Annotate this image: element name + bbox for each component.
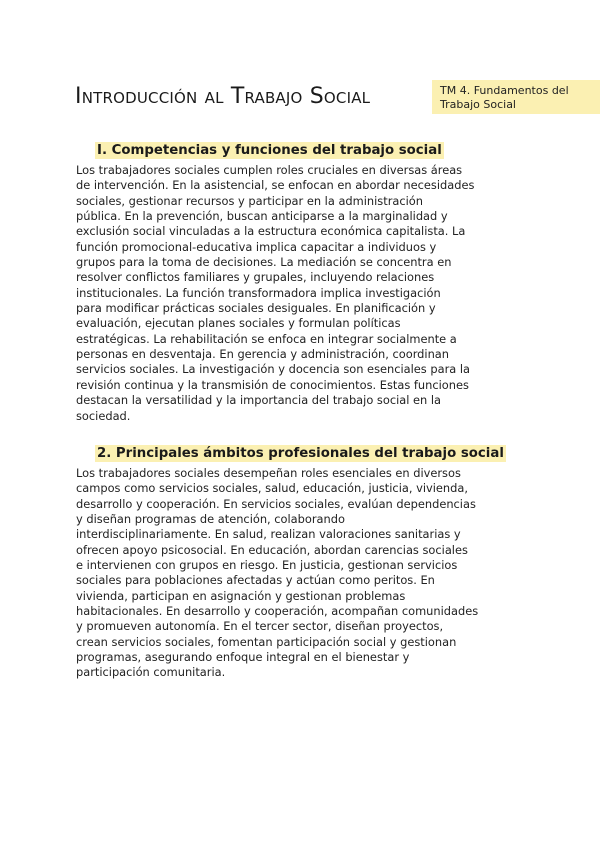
paragraph-line: institucionales. La función transformadora implica investigación xyxy=(76,285,441,300)
topic-tag-line-1: TM 4. Fundamentos del xyxy=(440,84,569,97)
paragraph-line: Los trabajadores sociales desempeñan roles esenciales en diversos xyxy=(76,466,461,480)
paragraph-line: interdisciplinariamente. En salud, realizan valoraciones sanitarias y xyxy=(76,527,461,542)
paragraph-line: resolver conflictos familiares y grupales, incluyendo relaciones xyxy=(76,270,435,285)
paragraph-line: ofrecen apoyo psicosocial. En educación, abordan carencias sociales xyxy=(76,542,468,557)
paragraph-line: de intervención. En la asistencial, se enfocan en abordar necesidades xyxy=(76,178,475,193)
paragraph-line: participación comunitaria. xyxy=(76,665,226,680)
paragraph-line: e intervienen con grupos en riesgo. En justicia, gestionan servicios xyxy=(76,558,458,573)
paragraph-line: campos como servicios sociales, salud, educación, justicia, vivienda, xyxy=(76,481,468,496)
page-title: Introducción al Trabajo Social xyxy=(75,84,371,109)
paragraph-line: evaluación, ejecutan planes sociales y formulan políticas xyxy=(76,316,401,331)
paragraph-line: personas en desventaja. En gerencia y administración, coordinan xyxy=(76,347,449,362)
paragraph-line: exclusión social vinculadas a la estructura económica capitalista. La xyxy=(76,224,466,239)
paragraph-line: estratégicas. La rehabilitación se enfoca en integrar socialmente a xyxy=(76,331,457,346)
section-2-heading xyxy=(95,446,506,461)
paragraph-line: y promueven autonomía. En el tercer sector, diseñan proyectos, xyxy=(76,619,444,634)
section-1-heading xyxy=(95,143,444,158)
paragraph-line: Los trabajadores sociales cumplen roles cruciales en diversas áreas xyxy=(76,163,463,177)
paragraph-line: destacan la versatilidad y la importancia del trabajo social en la xyxy=(76,393,442,408)
section-2-paragraph xyxy=(76,466,532,681)
paragraph-line: habitacionales. En desarrollo y cooperación, acompañan comunidades xyxy=(76,604,479,619)
paragraph-line: sociales, gestionar recursos y participar en la administración xyxy=(76,193,423,208)
topic-tag-line-2: Trabajo Social xyxy=(440,98,516,111)
topic-tag xyxy=(432,80,600,114)
paragraph-line: desarrollo y cooperación. En servicios sociales, evalúan dependencias xyxy=(76,496,476,511)
paragraph-line: vivienda, participan en asignación y gestionan problemas xyxy=(76,588,406,603)
paragraph-line: función promocional-educativa implica capacitar a individuos y xyxy=(76,239,437,254)
paragraph-line: para modificar prácticas sociales desiguales. En planificación y xyxy=(76,301,436,316)
paragraph-line: y diseñan programas de atención, colaborando xyxy=(76,512,345,527)
paragraph-line: crean servicios sociales, fomentan participación social y gestionan xyxy=(76,634,457,649)
paragraph-line: sociedad. xyxy=(76,408,131,423)
section-1-paragraph xyxy=(76,163,532,424)
paragraph-line: pública. En la prevención, buscan anticiparse a la marginalidad y xyxy=(76,209,448,224)
section-2-heading-text: 2. Principales ámbitos profesionales del trabajo social xyxy=(97,446,504,461)
section-1-heading-text: I. Competencias y funciones del trabajo social xyxy=(97,143,442,158)
paragraph-line: revisión continua y la transmisión de conocimientos. Estas funciones xyxy=(76,377,469,392)
paragraph-line: programas, asegurando enfoque integral en el bienestar y xyxy=(76,650,410,665)
paragraph-line: servicios sociales. La investigación y docencia son esenciales para la xyxy=(76,362,471,377)
paragraph-line: grupos para la toma de decisiones. La mediación se concentra en xyxy=(76,255,452,270)
paragraph-line: sociales para poblaciones afectadas y actúan como peritos. En xyxy=(76,573,435,588)
